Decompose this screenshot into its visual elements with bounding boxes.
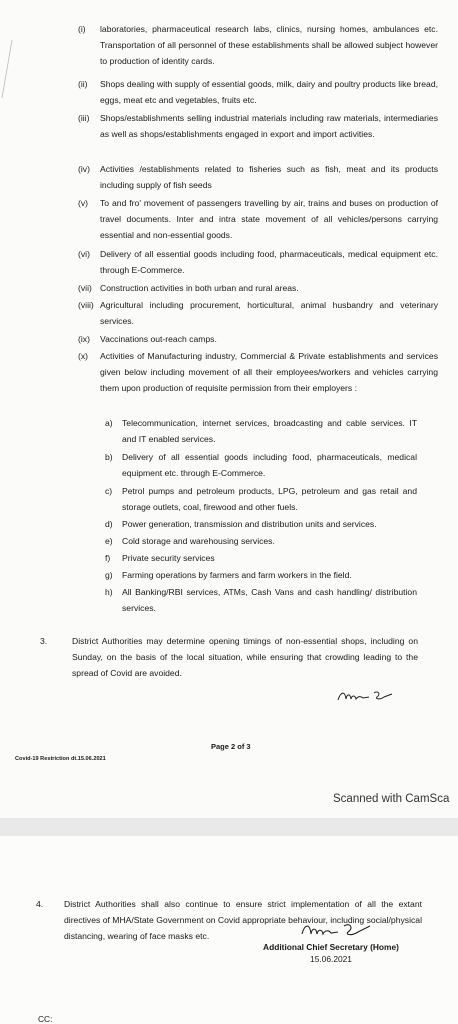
sub-item-text: Private security services [122, 553, 215, 563]
paragraph-number: 4. [36, 899, 44, 909]
sub-item-c [105, 484, 417, 516]
sub-item-text: Cold storage and warehousing services. [122, 536, 275, 546]
sub-item-letter: g) [105, 570, 113, 580]
item-number: (vi) [78, 249, 90, 259]
sub-item-text: Delivery of all essential goods including food, pharmaceuticals, medical equipment etc. through E-Commerce. [122, 452, 417, 478]
sub-item-g [105, 568, 417, 584]
cc-label: CC: [38, 1014, 53, 1024]
sub-item-text: Farming operations by farmers and farm workers in the field. [122, 570, 352, 580]
item-number: (iv) [78, 164, 90, 174]
sub-item-letter: b) [105, 452, 113, 462]
item-text: laboratories, pharmaceutical research labs, clinics, nursing homes, ambulances etc. Transportation of all personnel of these establishments shall be allowed subject however to production of identity cards. [100, 24, 438, 66]
item-number: (ix) [78, 334, 90, 344]
sub-item-letter: f) [105, 553, 111, 563]
item-number: (iii) [78, 113, 90, 123]
list-item-vi [78, 247, 438, 279]
handwritten-signature-home [298, 920, 378, 942]
paragraph-text: District Authorities shall also continue to ensure strict implementation of all the extant directives of MHA/State Government on Covid appropriate behaviour, including social/physical distancing, wearing of face masks etc. [64, 899, 422, 941]
sub-item-a [105, 416, 417, 448]
sub-item-letter: a) [105, 418, 113, 428]
list-item-viii [78, 298, 438, 330]
item-text: Construction activities in both urban and rural areas. [100, 283, 299, 293]
list-item-ix [78, 332, 438, 348]
list-item-i [78, 22, 438, 69]
sub-item-letter: e) [105, 536, 113, 546]
item-number: (x) [78, 351, 89, 361]
sub-item-letter: h) [105, 587, 113, 597]
page-number: Page 2 of 3 [211, 742, 251, 751]
item-text: Shops/establishments selling industrial materials including raw materials, intermediaries as well as shops/establishments engaged in export and import activities. [100, 113, 438, 139]
paragraph-text: District Authorities may determine opening timings of non-essential shops, including on Sunday, on the basis of the local situation, while ensuring that crowding leading to the spread of Covid are avoided. [72, 636, 418, 678]
item-text: Activities /establishments related to fisheries such as fish, meat and its products including supply of fish seeds [100, 164, 438, 190]
item-text: Shops dealing with supply of essential goods, milk, dairy and poultry products like bread, eggs, meat etc and vegetables, fruits etc. [100, 79, 438, 105]
sub-item-e [105, 534, 417, 550]
paragraph-3 [40, 634, 418, 681]
sub-item-h [105, 585, 417, 617]
sub-item-text: Power generation, transmission and distribution units and services. [122, 519, 377, 529]
item-number: (vii) [78, 283, 92, 293]
item-text: Agricultural including procurement, horticultural, animal husbandry and veterinary services. [100, 300, 438, 326]
sub-item-letter: c) [105, 486, 113, 496]
item-number: (viii) [78, 300, 94, 310]
scanner-watermark: Scanned with CamSca [333, 793, 450, 805]
paragraph-number: 3. [40, 636, 48, 646]
sub-item-d [105, 517, 417, 533]
list-item-ii [78, 77, 438, 109]
sub-item-b [105, 450, 417, 482]
signatory-date: 15.06.2021 [310, 954, 352, 964]
page-gap [0, 818, 458, 836]
sub-item-text: Petrol pumps and petroleum products, LPG, petroleum and gas retail and storage outlets, coal, firewood and other fuels. [122, 486, 417, 512]
item-number: (v) [78, 198, 89, 208]
list-item-iv [78, 162, 438, 194]
item-text: Vaccinations out-reach camps. [100, 334, 217, 344]
sub-item-text: All Banking/RBI services, ATMs, Cash Vans and cash handling/ distribution services. [122, 587, 417, 613]
handwritten-signature [336, 686, 396, 706]
item-text: Activities of Manufacturing industry, Commercial & Private establishments and services given below including movement of all their employees/workers and vehicles carrying them upon production of requisite permission from their employers : [100, 351, 438, 393]
signatory-designation: Additional Chief Secretary (Home) [263, 942, 399, 952]
item-number: (ii) [78, 79, 88, 89]
scan-edge-line [0, 40, 14, 100]
item-number: (i) [78, 24, 86, 34]
sub-item-letter: d) [105, 519, 113, 529]
sub-item-f [105, 551, 417, 567]
item-text: Delivery of all essential goods including food, pharmaceuticals, medical equipment etc. through E-Commerce. [100, 249, 438, 275]
list-item-v [78, 196, 438, 243]
list-item-iii [78, 111, 438, 143]
item-text: To and fro' movement of passengers travelling by air, trains and buses on production of travel documents. Inter and intra state movement of all vehicles/persons carrying essential and non-essential goods. [100, 198, 438, 240]
footer-reference: Covid-19 Restriction dt.15.06.2021 [15, 756, 106, 762]
list-item-x [78, 349, 438, 396]
sub-item-text: Telecommunication, internet services, broadcasting and cable services. IT and IT enabled services. [122, 418, 417, 444]
list-item-vii [78, 281, 438, 297]
